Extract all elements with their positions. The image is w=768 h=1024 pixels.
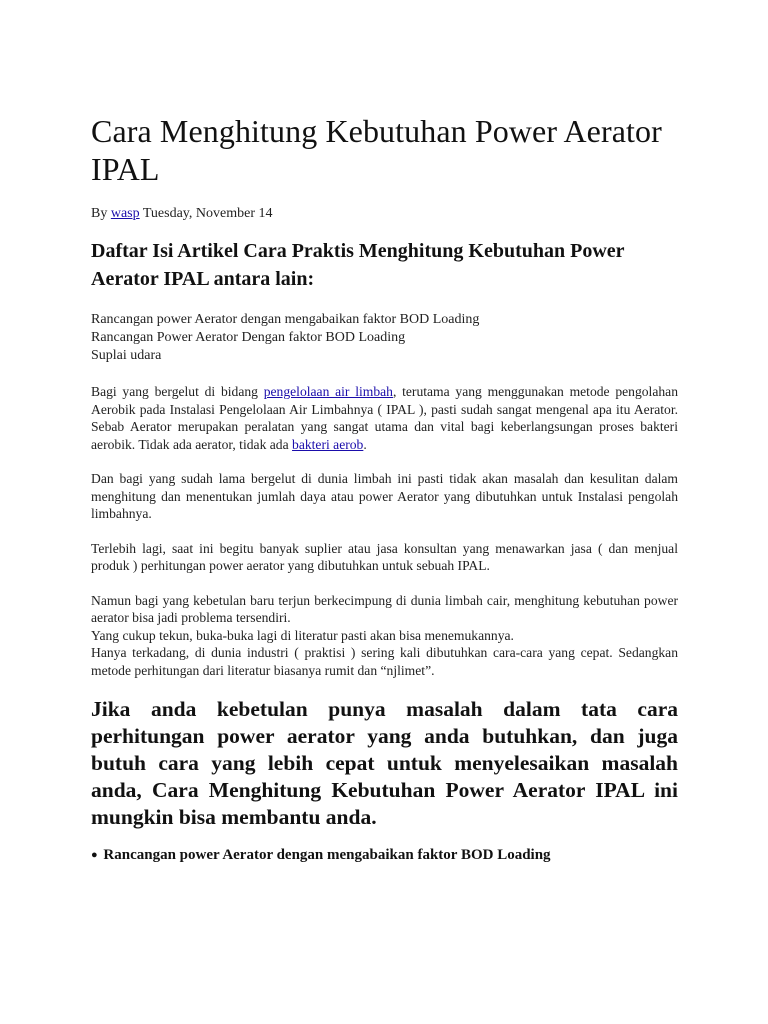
byline xyxy=(91,205,678,223)
article-body xyxy=(91,112,678,865)
bullet-icon: ● xyxy=(91,849,98,861)
article-title: Cara Menghitung Kebutuhan Power Aerator IPAL xyxy=(91,113,662,187)
link-pengelolaan-air-limbah[interactable]: pengelolaan air limbah xyxy=(263,384,393,399)
paragraph-group-newcomers xyxy=(91,592,678,680)
paragraph-intro xyxy=(91,383,678,453)
toc-item: Suplai udara xyxy=(91,348,162,363)
paragraph-suppliers: Terlebih lagi, saat ini begitu banyak suplier atau jasa konsultan yang menawarkan jasa ( dan menjual produk ) perhitungan power aerator yang dibutuhkan untuk sebuah IPAL. xyxy=(91,540,678,573)
post-date: Tuesday, November 14 xyxy=(142,206,273,221)
link-bakteri-aerob[interactable]: bakteri aerob xyxy=(292,436,364,452)
toc-item: Rancangan Power Aerator Dengan faktor BOD Loading xyxy=(91,330,406,345)
paragraph-text: , terutama yang menggunakan metode pengolahan Aerobik pada Instalasi Pengelolaan Air Limbahnya ( IPAL ), pasti sudah sangat mengenal apa itu Aerator. Sebab Aerator merupakan peralatan yang sangat utama dan vital bagi keberlangsungan proses bakteri aerobik. Tidak ada aerator, tidak ada xyxy=(91,384,678,452)
section-bullet xyxy=(91,845,678,865)
highlight-heading: Jika anda kebetulan punya masalah dalam tata cara perhitungan power aerator yang anda butuhkan, dan juga butuh cara yang lebih cepat untuk menyelesaikan masalah anda, Cara Menghitung Kebutuhan Power Aerator IPAL ini mungkin bisa membantu anda. xyxy=(91,697,678,829)
paragraph-experienced: Dan bagi yang sudah lama bergelut di dunia limbah ini pasti tidak akan masalah dan kesulitan dalam menghitung dan menentukan jumlah daya atau power Aerator yang dibutuhkan untuk Instalasi pengolah limbahnya. xyxy=(91,471,678,521)
paragraph-line: Hanya terkadang, di dunia industri ( praktisi ) sering kali dibutuhkan cara-cara yang cepat. Sedangkan metode perhitungan dari literatur biasanya rumit dan “njlimet”. xyxy=(91,645,678,678)
paragraph-text: . xyxy=(363,436,367,452)
paragraph-text: Bagi yang bergelut di bidang xyxy=(91,384,264,399)
toc-item: Rancangan power Aerator dengan mengabaikan faktor BOD Loading xyxy=(91,312,480,327)
author-link[interactable]: wasp xyxy=(110,206,140,221)
byline-prefix: By xyxy=(91,206,108,221)
paragraph-line: Yang cukup tekun, buka-buka lagi di literatur pasti akan bisa menemukannya. xyxy=(91,627,514,643)
toc-heading: Daftar Isi Artikel Cara Praktis Menghitung Kebutuhan Power Aerator IPAL antara lain: xyxy=(91,240,625,290)
toc-list xyxy=(91,311,678,365)
bullet-text: Rancangan power Aerator dengan mengabaikan faktor BOD Loading xyxy=(103,847,551,863)
paragraph-line: Namun bagi yang kebetulan baru terjun berkecimpung di dunia limbah cair, menghitung kebutuhan power aerator bisa jadi problema tersendiri. xyxy=(91,592,678,625)
